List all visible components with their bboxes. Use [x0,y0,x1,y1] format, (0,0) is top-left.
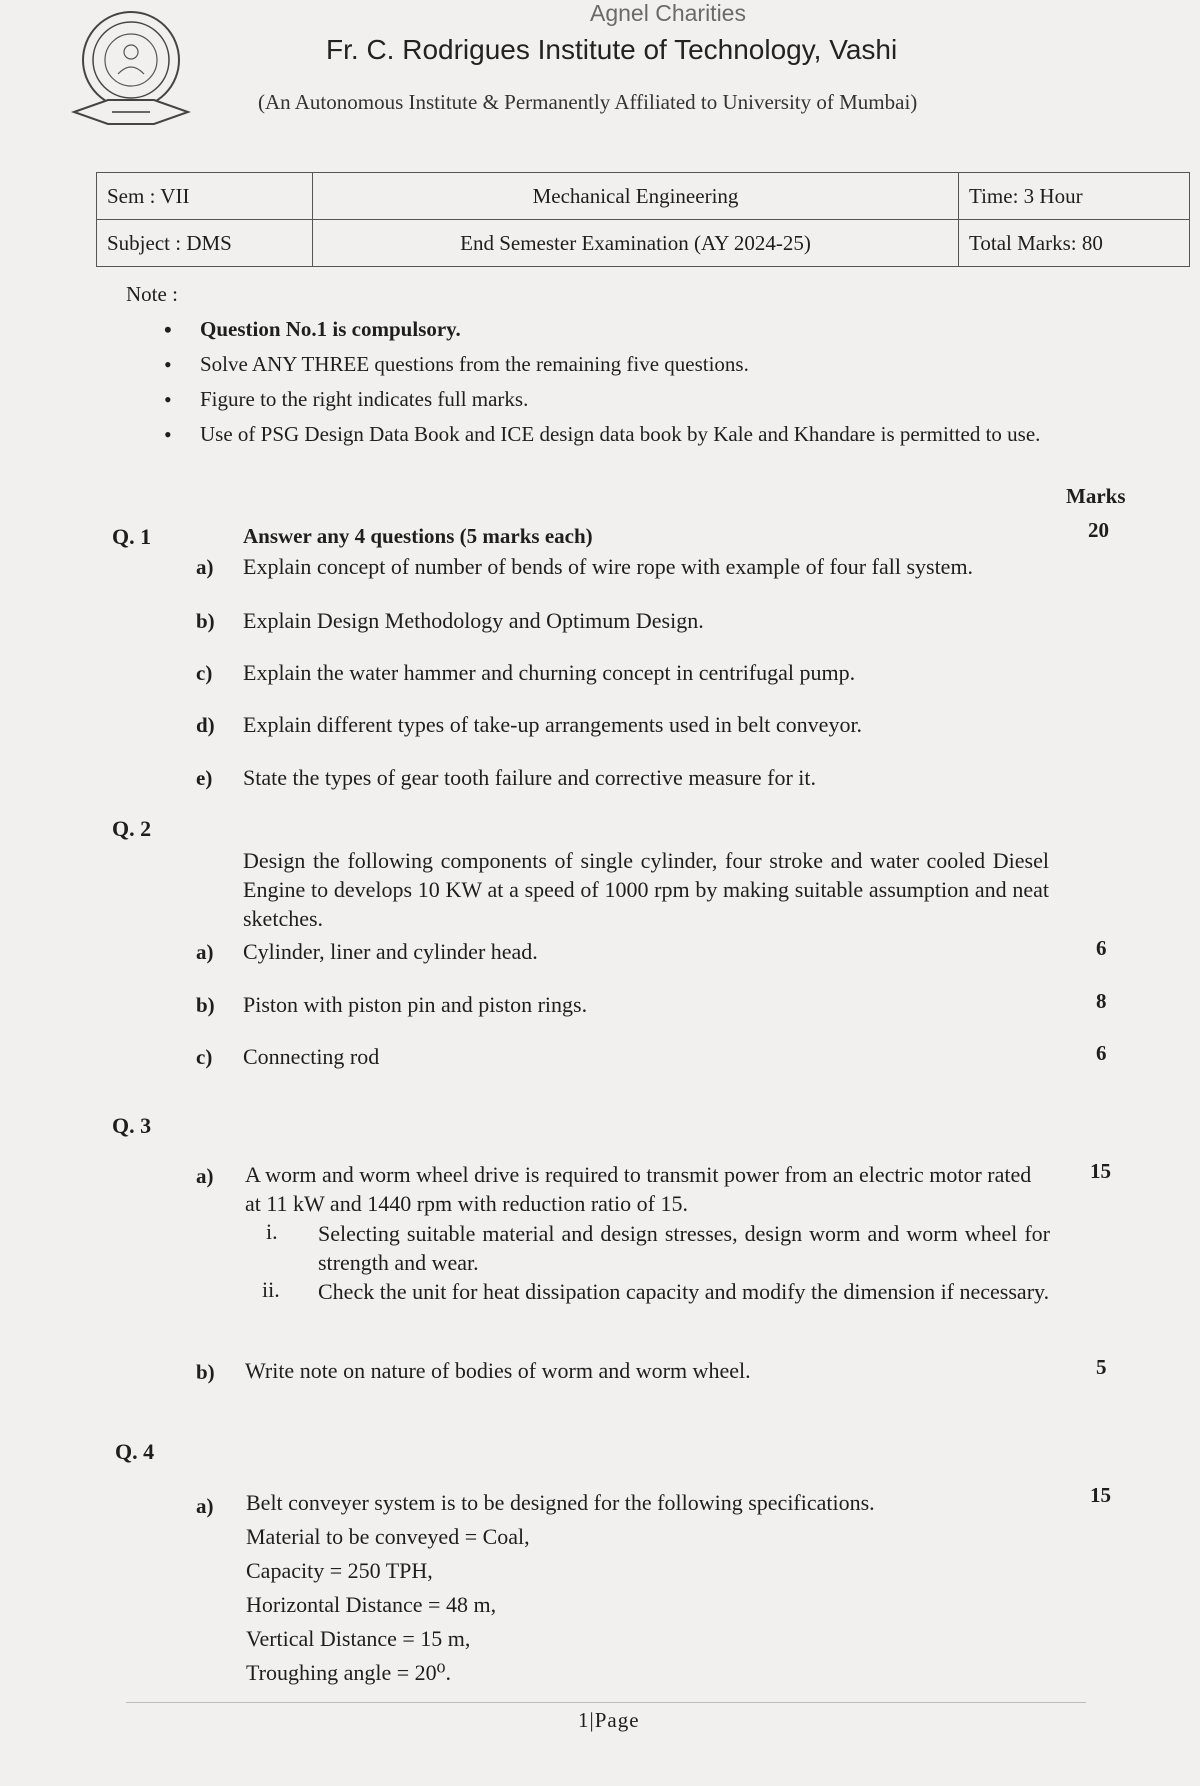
marks-column-header: Marks [1066,484,1126,508]
q2-part-text: Cylinder, liner and cylinder head. [243,939,538,964]
q2-part-marks: 6 [1096,1041,1107,1065]
q4a-line: Troughing angle = 20⁰. [246,1660,451,1685]
q2-part-label: a) [196,940,214,964]
q3b-marks: 5 [1096,1355,1107,1379]
q4a-line: Vertical Distance = 15 m, [246,1626,471,1651]
q3a-subpart-label: i. [266,1219,278,1244]
q2-part-label: b) [196,993,215,1017]
q1-part-label: e) [196,766,213,790]
q1-marks: 20 [1088,518,1109,542]
footer-divider [126,1702,1086,1703]
q3a-subpart-text: Check the unit for heat dissipation capacity and modify the dimension if necessary. [318,1279,1050,1304]
q2-part-text: Connecting rod [243,1044,380,1069]
q2-part-text: Piston with piston pin and piston rings. [243,992,588,1017]
q4-number: Q. 4 [115,1439,155,1464]
institute-subtitle: (An Autonomous Institute & Permanently Affiliated to University of Mumbai) [258,90,918,114]
q1-number: Q. 1 [112,524,152,549]
q4a-marks: 15 [1090,1483,1111,1507]
q1-title: Answer any 4 questions (5 marks each) [243,524,593,548]
q4a-line: Belt conveyer system is to be designed for the following specifications. [246,1490,875,1515]
institute-name: Fr. C. Rodrigues Institute of Technology, Vashi [326,34,898,65]
q3b-text: Write note on nature of bodies of worm and worm wheel. [245,1358,751,1383]
page-number: 1|Page [578,1708,640,1732]
q3a-marks: 15 [1090,1159,1111,1183]
q2-part-label: c) [196,1045,213,1069]
note-label: Note : [126,282,178,306]
q1-part-label: d) [196,713,215,737]
note-item: • Use of PSG Design Data Book and ICE design data book by Kale and Khandare is permitted to use. [158,417,1118,452]
q2-part-marks: 8 [1096,989,1107,1013]
charity-name: Agnel Charities [590,0,746,26]
exam-info-table [96,172,1190,267]
note-item: • Solve ANY THREE questions from the remaining five questions. [158,347,1118,382]
institute-logo [68,8,194,134]
q4a-label: a) [196,1494,214,1518]
note-list [158,312,1118,452]
q2-part-marks: 6 [1096,936,1107,960]
total-marks-cell: Total Marks: 80 [959,220,1190,267]
subject-cell: Subject : DMS [97,220,313,267]
q3-number: Q. 3 [112,1113,152,1138]
note-item: • Question No.1 is compulsory. [158,312,1118,347]
q1-part-text: Explain different types of take-up arrangements used in belt conveyor. [243,712,863,737]
q2-number: Q. 2 [112,816,152,841]
q1-part-text: Explain the water hammer and churning concept in centrifugal pump. [243,660,856,685]
q1-part-label: c) [196,661,213,685]
q2-intro: Design the following components of single cylinder, four stroke and water cooled Diesel Engine to develops 10 KW at a speed of 1000 rpm by making suitable assumption and neat sketches. [243,848,1049,931]
q3a-text: A worm and worm wheel drive is required to transmit power from an electric motor rated at 11 kW and 1440 rpm with reduction ratio of 15. [245,1162,1032,1216]
q1-part-text: Explain Design Methodology and Optimum Design. [243,608,704,633]
q3a-subpart-label: ii. [262,1277,280,1302]
q1-part-text: Explain concept of number of bends of wire rope with example of four fall system. [243,554,974,579]
q3a-label: a) [196,1164,214,1188]
semester-cell: Sem : VII [97,173,313,220]
q1-part-text: State the types of gear tooth failure and corrective measure for it. [243,765,816,790]
q4a-line: Horizontal Distance = 48 m, [246,1592,497,1617]
q3b-label: b) [196,1360,215,1384]
exam-name-cell: End Semester Examination (AY 2024-25) [313,220,959,267]
time-cell: Time: 3 Hour [959,173,1190,220]
q1-part-label: a) [196,555,214,579]
q3a-subpart-text: Selecting suitable material and design stresses, design worm and worm wheel for strength and wear. [318,1221,1050,1275]
q4a-line: Capacity = 250 TPH, [246,1558,433,1583]
department-cell: Mechanical Engineering [313,173,959,220]
note-item: • Figure to the right indicates full marks. [158,382,1118,417]
q1-part-label: b) [196,609,215,633]
q4a-line: Material to be conveyed = Coal, [246,1524,530,1549]
